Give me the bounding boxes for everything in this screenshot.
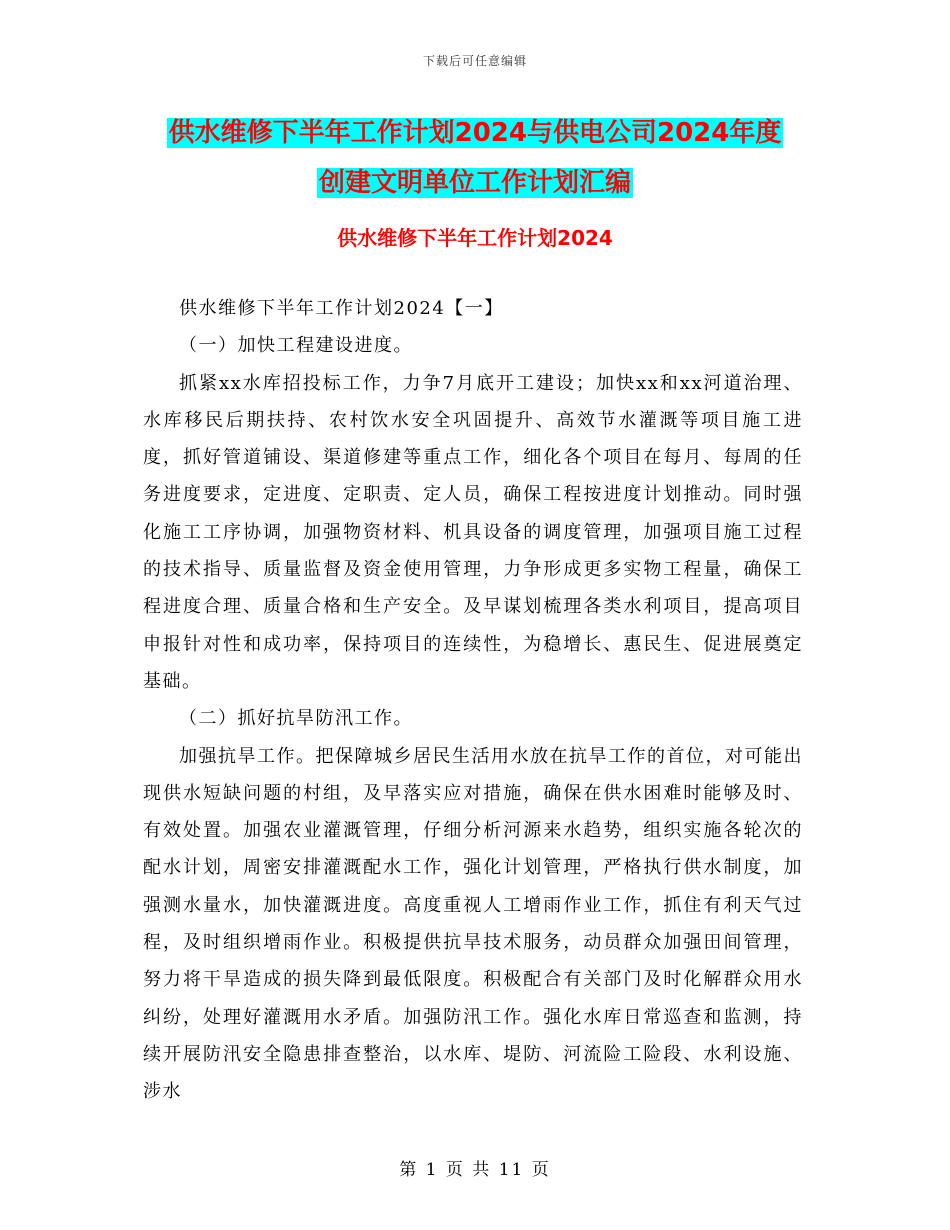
page-header-note: 下载后可任意编辑 bbox=[422, 54, 527, 68]
document-title bbox=[120, 108, 830, 208]
paragraph-drought-flood: 加强抗旱工作。把保障城乡居民生活用水放在抗旱工作的首位，对可能出现供水短缺问题的村组，及早落实应对措施，确保在供水困难时能够及时、有效处置。加强农业灌溉管理，仔细分析河源来水趋势，组织实施各轮次的配水计划，周密安排灌溉配水工作，强化计划管理，严格执行供水制度，加强测水量水，加快灌溉进度。高度重视人工增雨作业工作，抓住有利天气过程，及时组织增雨作业。积极提供抗旱技术服务，动员群众加强田间管理，努力将干旱造成的损失降到最低限度。积极配合有关部门及时化解群众用水纠纷，处理好灌溉用水矛盾。加强防汛工作。强化水库日常巡查和监测，持续开展防汛安全隐患排查整治，以水库、堤防、河流险工险段、水利设施、涉水 bbox=[143, 745, 803, 1103]
document-body bbox=[143, 290, 803, 1111]
paragraph-subheading-1: （一）加快工程建设进度。 bbox=[179, 335, 413, 357]
document-title-line-2: 创建文明单位工作计划汇编 bbox=[318, 168, 631, 198]
section-title: 供水维修下半年工作计划2024 bbox=[337, 226, 613, 250]
document-title-line-1: 供水维修下半年工作计划2024与供电公司2024年度 bbox=[168, 118, 782, 148]
page-footer: 第 1 页 共 11 页 bbox=[399, 1160, 551, 1180]
paragraph-heading: 供水维修下半年工作计划2024【一】 bbox=[179, 298, 504, 319]
paragraph-construction-progress: 抓紧xx水库招投标工作，力争7月底开工建设；加快xx和xx河道治理、水库移民后期扶持、农村饮水安全巩固提升、高效节水灌溉等项目施工进度，抓好管道铺设、渠道修建等重点工作，细化各个项目在每月、每周的任务进度要求，定进度、定职责、定人员，确保工程按进度计划推动。同时强化施工工序协调，加强物资材料、机具设备的调度管理，加强项目施工过程的技术指导、质量监督及资金使用管理，力争形成更多实物工程量，确保工程进度合理、质量合格和生产安全。及早谋划梳理各类水利项目，提高项目申报针对性和成功率，保持项目的连续性，为稳增长、惠民生、促进展奠定基础。 bbox=[143, 372, 803, 692]
paragraph-subheading-2: （二）抓好抗旱防汛工作。 bbox=[179, 708, 413, 730]
